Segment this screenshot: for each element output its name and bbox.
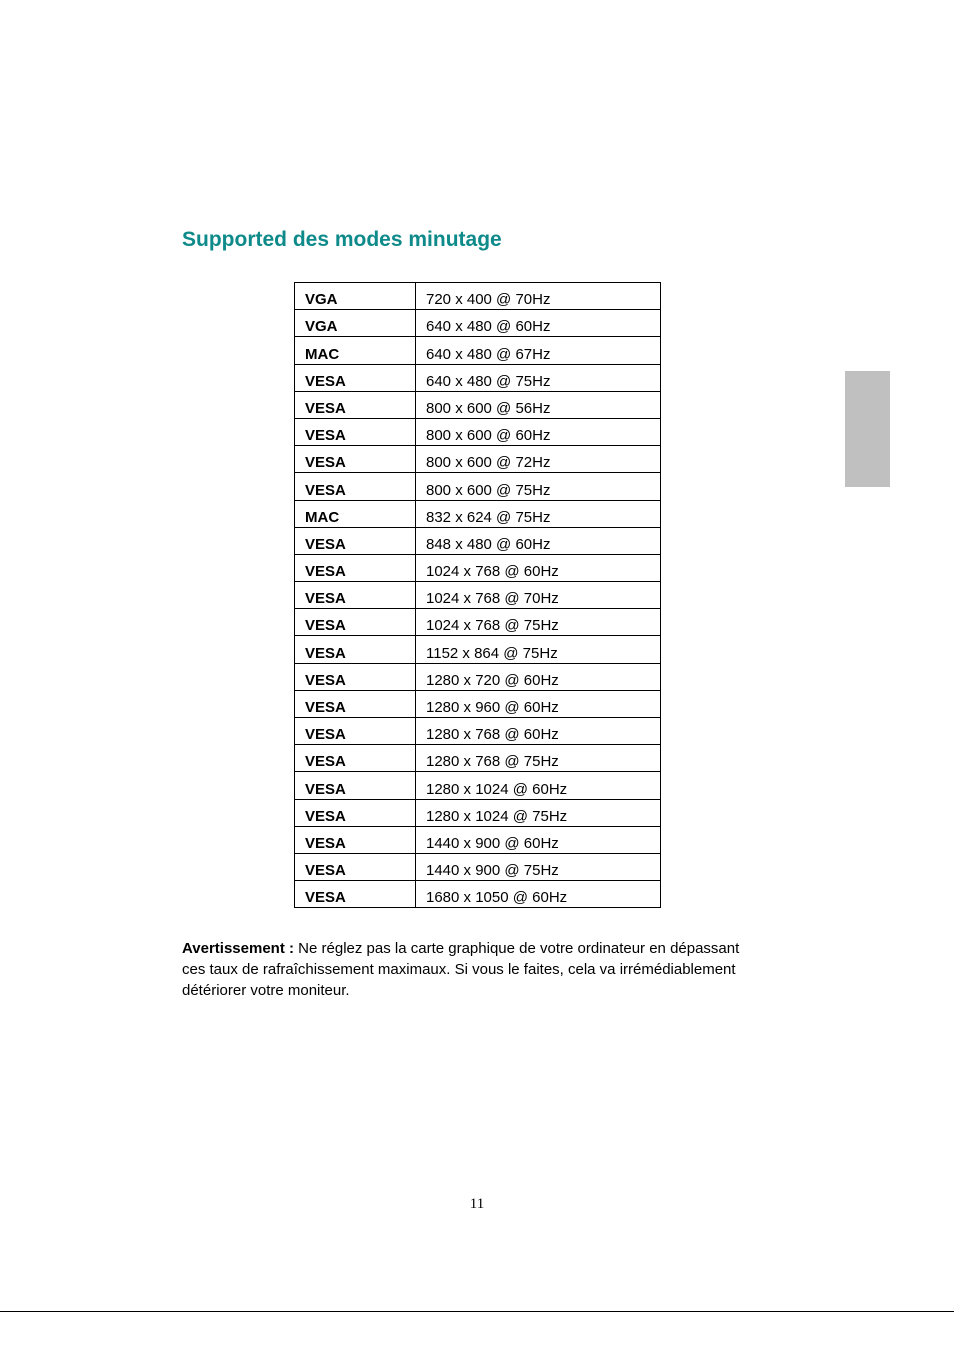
table-row: [295, 663, 661, 690]
mode-cell: 1280 x 720 @ 60Hz: [416, 663, 661, 690]
table-row: [295, 527, 661, 554]
mode-cell: 640 x 480 @ 75Hz: [416, 364, 661, 391]
section-side-tab: [845, 371, 890, 487]
table-row: [295, 826, 661, 853]
timing-modes-table-body: [295, 283, 661, 908]
table-row: [295, 582, 661, 609]
standard-cell: VESA: [295, 364, 416, 391]
table-row: [295, 283, 661, 310]
standard-cell: VESA: [295, 582, 416, 609]
mode-cell: 1280 x 768 @ 60Hz: [416, 718, 661, 745]
table-row: [295, 554, 661, 581]
mode-cell: 1280 x 1024 @ 60Hz: [416, 772, 661, 799]
table-row: [295, 881, 661, 908]
table-row: [295, 609, 661, 636]
standard-cell: VESA: [295, 391, 416, 418]
standard-cell: VESA: [295, 527, 416, 554]
timing-modes-table: [294, 282, 661, 908]
table-row: [295, 391, 661, 418]
mode-cell: 832 x 624 @ 75Hz: [416, 500, 661, 527]
table-row: [295, 799, 661, 826]
table-row: [295, 500, 661, 527]
mode-cell: 640 x 480 @ 67Hz: [416, 337, 661, 364]
mode-cell: 1440 x 900 @ 60Hz: [416, 826, 661, 853]
standard-cell: VESA: [295, 663, 416, 690]
mode-cell: 1024 x 768 @ 60Hz: [416, 554, 661, 581]
warning-paragraph: [182, 938, 742, 1001]
table-row: [295, 310, 661, 337]
table-row: [295, 690, 661, 717]
table-row: [295, 772, 661, 799]
standard-cell: VESA: [295, 636, 416, 663]
standard-cell: VESA: [295, 554, 416, 581]
page-number: 11: [469, 1196, 485, 1212]
mode-cell: 1024 x 768 @ 70Hz: [416, 582, 661, 609]
mode-cell: 1024 x 768 @ 75Hz: [416, 609, 661, 636]
page-title: Supported des modes minutage: [182, 228, 502, 251]
table-row: [295, 337, 661, 364]
mode-cell: 1152 x 864 @ 75Hz: [416, 636, 661, 663]
table-row: [295, 446, 661, 473]
mode-cell: 720 x 400 @ 70Hz: [416, 283, 661, 310]
standard-cell: VESA: [295, 881, 416, 908]
standard-cell: VGA: [295, 283, 416, 310]
mode-cell: 1280 x 768 @ 75Hz: [416, 745, 661, 772]
standard-cell: VESA: [295, 473, 416, 500]
standard-cell: VESA: [295, 772, 416, 799]
table-row: [295, 636, 661, 663]
table-row: [295, 718, 661, 745]
mode-cell: 1280 x 1024 @ 75Hz: [416, 799, 661, 826]
standard-cell: MAC: [295, 337, 416, 364]
mode-cell: 800 x 600 @ 56Hz: [416, 391, 661, 418]
table-row: [295, 853, 661, 880]
warning-label: Avertissement :: [182, 940, 294, 957]
footer-divider: [0, 1311, 954, 1312]
mode-cell: 640 x 480 @ 60Hz: [416, 310, 661, 337]
standard-cell: VESA: [295, 853, 416, 880]
table-row: [295, 473, 661, 500]
standard-cell: VESA: [295, 745, 416, 772]
warning-text: Ne réglez pas la carte graphique de votre ordinateur en dépassant ces taux de rafraîchissement maximaux. Si vous le faites, cela va irrémédiablement détériorer votre moniteur.: [182, 940, 740, 999]
standard-cell: MAC: [295, 500, 416, 527]
table-row: [295, 364, 661, 391]
mode-cell: 800 x 600 @ 75Hz: [416, 473, 661, 500]
mode-cell: 800 x 600 @ 72Hz: [416, 446, 661, 473]
mode-cell: 848 x 480 @ 60Hz: [416, 527, 661, 554]
mode-cell: 800 x 600 @ 60Hz: [416, 418, 661, 445]
standard-cell: VESA: [295, 690, 416, 717]
standard-cell: VGA: [295, 310, 416, 337]
standard-cell: VESA: [295, 799, 416, 826]
table-row: [295, 745, 661, 772]
mode-cell: 1280 x 960 @ 60Hz: [416, 690, 661, 717]
standard-cell: VESA: [295, 718, 416, 745]
standard-cell: VESA: [295, 826, 416, 853]
standard-cell: VESA: [295, 418, 416, 445]
mode-cell: 1440 x 900 @ 75Hz: [416, 853, 661, 880]
standard-cell: VESA: [295, 609, 416, 636]
standard-cell: VESA: [295, 446, 416, 473]
mode-cell: 1680 x 1050 @ 60Hz: [416, 881, 661, 908]
table-row: [295, 418, 661, 445]
